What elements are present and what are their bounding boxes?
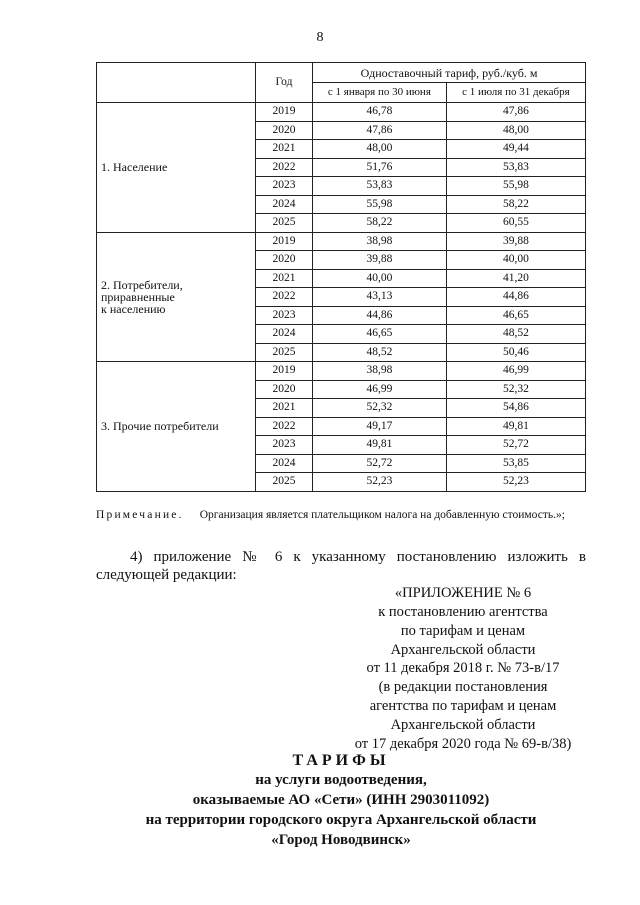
- year-cell: 2024: [256, 195, 313, 214]
- group-label-line: к населению: [101, 301, 166, 316]
- group-label-line: 2. Потребители,: [101, 277, 183, 292]
- year-cell: 2025: [256, 343, 313, 362]
- tariff-h1-cell: 52,72: [313, 454, 447, 473]
- tariff-h1-cell: 48,00: [313, 140, 447, 159]
- tariff-h1-cell: 53,83: [313, 177, 447, 196]
- year-cell: 2020: [256, 121, 313, 140]
- title-line-4: на территории городского округа Архангельской области: [145, 811, 537, 828]
- appendix-line: по тарифам и ценам: [400, 622, 526, 639]
- year-cell: 2020: [256, 251, 313, 270]
- tariff-h1-cell: 46,65: [313, 325, 447, 344]
- page-number: 8: [316, 30, 324, 45]
- tariff-h2-cell: 54,86: [446, 399, 585, 418]
- tariff-h2-cell: 48,52: [446, 325, 585, 344]
- table-header-row: [97, 63, 586, 83]
- tariff-table: [96, 62, 586, 492]
- tariff-h1-cell: 40,00: [313, 269, 447, 288]
- year-cell: 2019: [256, 103, 313, 122]
- year-cell: 2023: [256, 177, 313, 196]
- tariff-h2-cell: 52,72: [446, 436, 585, 455]
- year-cell: 2021: [256, 399, 313, 418]
- tariff-h2-cell: 50,46: [446, 343, 585, 362]
- tariff-h1-cell: 55,98: [313, 195, 447, 214]
- appendix-line: от 17 декабря 2020 года № 69-в/38): [354, 735, 572, 752]
- year-cell: 2019: [256, 232, 313, 251]
- tariff-h2-cell: 40,00: [446, 251, 585, 270]
- tariff-h2-cell: 46,99: [446, 362, 585, 381]
- year-cell: 2023: [256, 306, 313, 325]
- table-body: [97, 103, 586, 492]
- appendix-line: Архангельской области: [390, 641, 536, 658]
- tariff-h1-cell: 38,98: [313, 232, 447, 251]
- year-cell: 2024: [256, 454, 313, 473]
- year-cell: 2021: [256, 269, 313, 288]
- year-cell: 2023: [256, 436, 313, 455]
- tariff-h2-cell: 48,00: [446, 121, 585, 140]
- year-cell: 2021: [256, 140, 313, 159]
- year-cell: 2022: [256, 288, 313, 307]
- appendix-header: [340, 584, 586, 754]
- appendix-line: «ПРИЛОЖЕНИЕ № 6: [394, 585, 532, 601]
- tariff-h2-cell: 47,86: [446, 103, 585, 122]
- tariff-h2-cell: 41,20: [446, 269, 585, 288]
- appendix-line: агентства по тарифам и ценам: [369, 698, 557, 715]
- year-cell: 2022: [256, 417, 313, 436]
- title-line-3: оказываемые АО «Сети» (ИНН 2903011092): [192, 791, 490, 808]
- tariff-h2-cell: 53,85: [446, 454, 585, 473]
- tariff-h2-cell: 44,86: [446, 288, 585, 307]
- header-year: Год: [256, 63, 313, 103]
- tariff-h2-cell: 46,65: [446, 306, 585, 325]
- amendment-text: 4) приложение № 6 к указанному постановлению изложить в следующей редакции:: [96, 549, 586, 583]
- note-label: Примечание.: [96, 509, 184, 521]
- group-label-cell: [97, 232, 256, 362]
- tariff-h2-cell: 60,55: [446, 214, 585, 233]
- appendix-line: (в редакции постановления: [378, 679, 548, 696]
- tariff-h1-cell: 52,32: [313, 399, 447, 418]
- table-row: [97, 362, 586, 381]
- tariff-h2-cell: 55,98: [446, 177, 585, 196]
- tariff-h2-cell: 53,83: [446, 158, 585, 177]
- group-label-cell: [97, 362, 256, 492]
- appendix-line: к постановлению агентства: [378, 603, 548, 620]
- appendix-line: от 11 декабря 2018 г. № 73-в/17: [366, 660, 560, 677]
- tariff-h1-cell: 52,23: [313, 473, 447, 492]
- year-cell: 2022: [256, 158, 313, 177]
- year-cell: 2024: [256, 325, 313, 344]
- tariff-h1-cell: 58,22: [313, 214, 447, 233]
- group-label-line: 3. Прочие потребители: [101, 419, 219, 434]
- tariff-h1-cell: 47,86: [313, 121, 447, 140]
- title-line-5: «Город Новодвинск»: [271, 831, 411, 848]
- tariff-h2-cell: 49,81: [446, 417, 585, 436]
- header-period-2: с 1 июля по 31 декабря: [446, 83, 585, 103]
- year-cell: 2020: [256, 380, 313, 399]
- tariff-h1-cell: 46,99: [313, 380, 447, 399]
- table-note: [96, 508, 586, 523]
- table-row: [97, 103, 586, 122]
- tariff-h1-cell: 43,13: [313, 288, 447, 307]
- tariff-h2-cell: 52,32: [446, 380, 585, 399]
- tariff-h1-cell: 46,78: [313, 103, 447, 122]
- tariff-h1-cell: 49,81: [313, 436, 447, 455]
- tariff-h1-cell: 38,98: [313, 362, 447, 381]
- header-group: [97, 63, 256, 103]
- header-tariff: Одноставочный тариф, руб./куб. м: [313, 63, 586, 83]
- group-label-cell: [97, 103, 256, 233]
- title-line-2: на услуги водоотведения,: [255, 772, 427, 789]
- tariff-h1-cell: 49,17: [313, 417, 447, 436]
- tariff-h2-cell: 39,88: [446, 232, 585, 251]
- group-label-line: приравненные: [101, 289, 175, 304]
- title-line-1: ТАРИФЫ: [292, 752, 390, 769]
- tariff-h2-cell: 58,22: [446, 195, 585, 214]
- appendix-line: Архангельской области: [390, 716, 536, 733]
- year-cell: 2019: [256, 362, 313, 381]
- tariff-h2-cell: 49,44: [446, 140, 585, 159]
- tariff-h1-cell: 39,88: [313, 251, 447, 270]
- tariff-h1-cell: 44,86: [313, 306, 447, 325]
- amendment-paragraph: [96, 548, 586, 584]
- table-row: [97, 232, 586, 251]
- note-text: Организация является плательщиком налога на добавленную стоимость.»;: [199, 509, 565, 521]
- year-cell: 2025: [256, 214, 313, 233]
- tariff-h1-cell: 51,76: [313, 158, 447, 177]
- year-cell: 2025: [256, 473, 313, 492]
- tariff-h2-cell: 52,23: [446, 473, 585, 492]
- tariff-h1-cell: 48,52: [313, 343, 447, 362]
- tariffs-title: [96, 750, 586, 850]
- header-period-1: с 1 января по 30 июня: [313, 83, 447, 103]
- group-label-line: 1. Население: [101, 160, 168, 175]
